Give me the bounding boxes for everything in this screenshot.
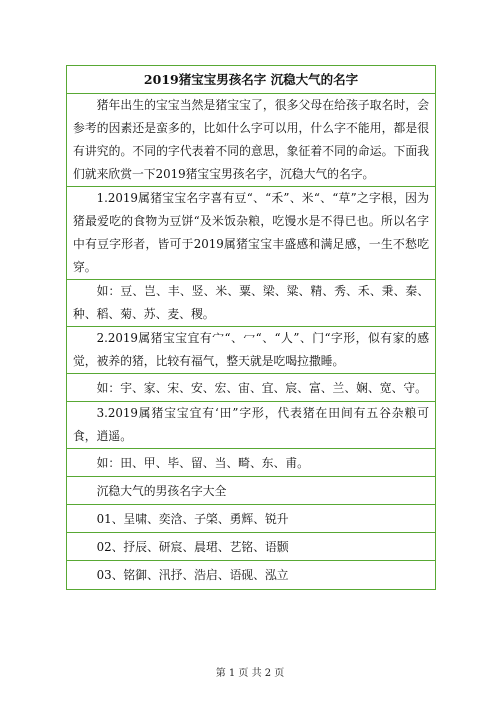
- rule-1-paragraph: 1.2019属猪宝宝名字喜有豆“、“禾”、米“、“草”之字根，因为猪最爱吃的食物为豆饼“及米饭杂粮，吃馒水是不得已也。所以名字中有豆字形者，皆可于2019属猪宝宝丰盛感和满足感，一生不愁吃穿。: [67, 187, 435, 280]
- rule-2-examples: 如：宇、家、宋、安、宏、宙、宜、宸、富、兰、娴、宽、守。: [67, 374, 435, 402]
- intro-paragraph: 猪年出生的宝宝当然是猪宝宝了，很多父母在给孩子取名时，会参考的因素还是蛮多的，比如什么字可以用，什么字不能用，都是很有讲究的。不同的字代表着不同的意思，象征着不同的命运。下面我们就来欣赏一下2019猪宝宝男孩名字，沉稳大气的名字。: [67, 94, 435, 187]
- rule-3-paragraph: 3.2019属猪宝宝宜有‘田”字形，代表猪在田间有五谷杂粮可食，逍遥。: [67, 402, 435, 449]
- rule-3-examples: 如：田、甲、毕、留、当、畸、东、甫。: [67, 449, 435, 477]
- rule-1-examples: 如：豆、岂、丰、竖、米、粟、梁、粱、精、秀、禾、秉、秦、种、稻、菊、苏、麦、稷。: [67, 280, 435, 327]
- names-list-item: 01、呈啸、奕浛、子棨、勇辉、锐升: [67, 505, 435, 533]
- document-table: [66, 65, 436, 590]
- rule-2-paragraph: 2.2019属猪宝宝宜有宀“、冖“、“人”、门“字形，似有家的感觉，被养的猪，比较有福气，整天就是吃喝拉撒睡。: [67, 327, 435, 374]
- names-heading: 沉稳大气的男孩名字大全: [67, 477, 435, 505]
- names-list-item: 03、铭御、汛抒、浩启、语砚、泓立: [96, 568, 289, 582]
- names-list-item: 02、抒辰、研宸、晨珺、艺铭、语颢: [67, 533, 435, 561]
- page-footer: 第 1 页 共 2 页: [215, 668, 285, 679]
- document-title: 2019猪宝宝男孩名字 沉稳大气的名字: [67, 66, 435, 94]
